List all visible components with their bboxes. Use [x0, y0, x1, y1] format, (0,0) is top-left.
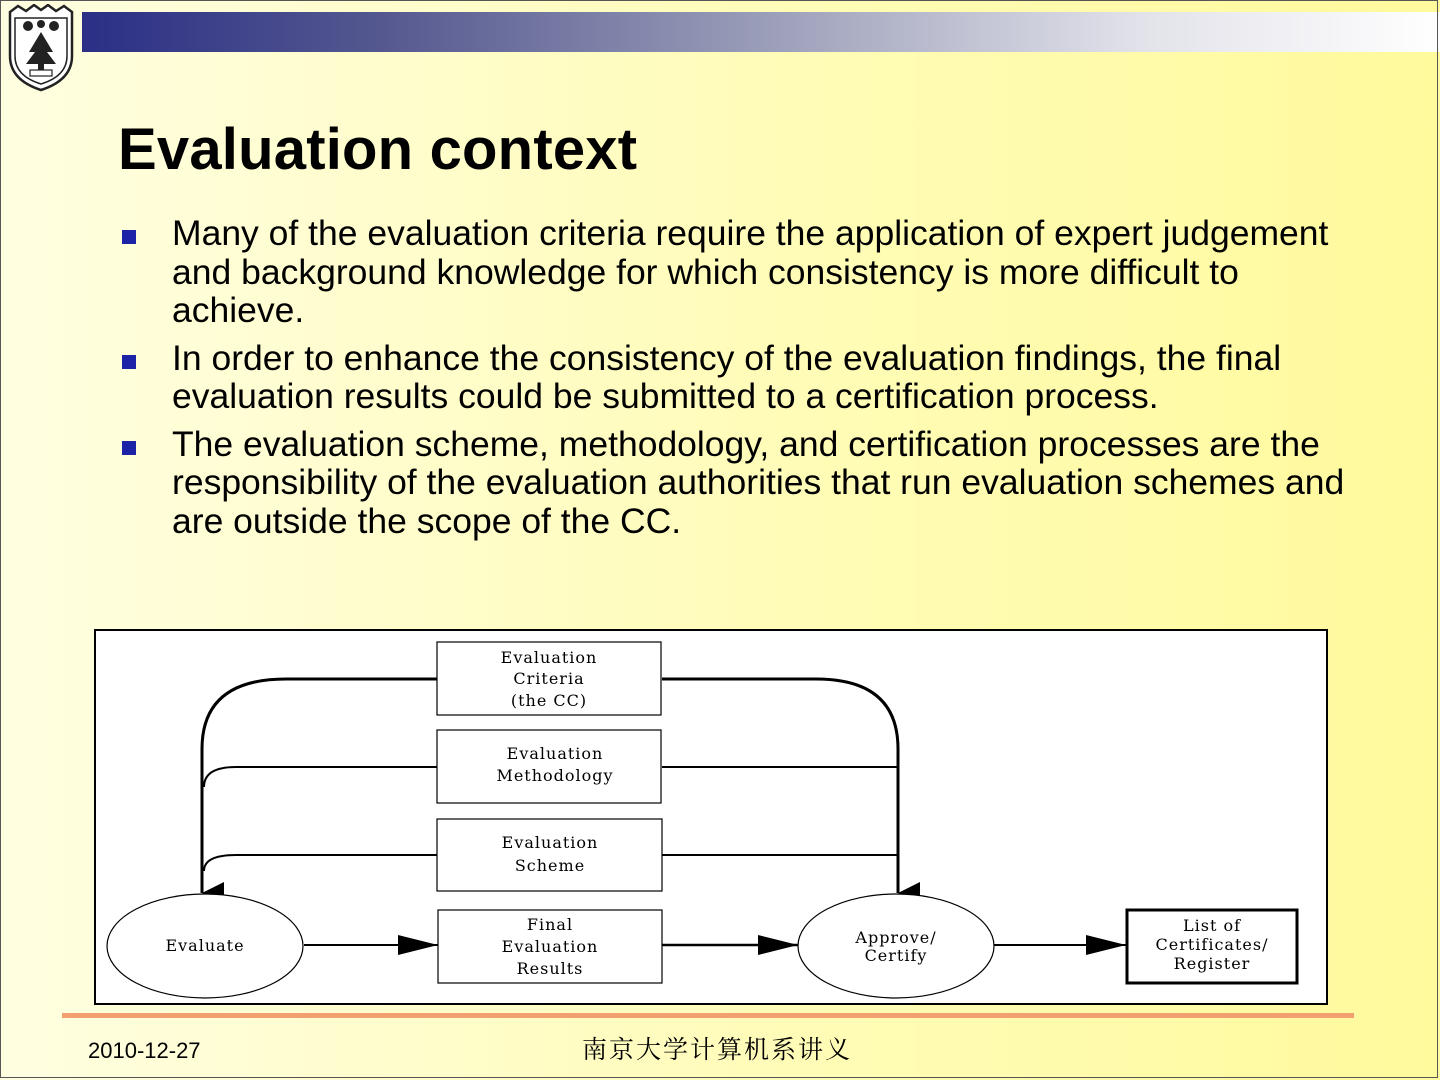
square-bullet-icon: [122, 355, 136, 369]
scheme-line-1: Evaluation: [501, 833, 599, 852]
bullet-text: In order to enhance the consistency of the evaluation findings, the final evaluation results could be submitted to a certification process.: [172, 337, 1282, 416]
evaluate-node: [107, 894, 303, 998]
bullet-list: [118, 214, 1378, 549]
register-box: [1127, 910, 1297, 983]
results-line-2: Evaluation: [501, 937, 599, 956]
register-line-1: List of: [1182, 916, 1242, 935]
criteria-box: [437, 642, 661, 715]
methodology-box: [437, 730, 661, 803]
evaluate-label: Evaluate: [165, 936, 245, 955]
methodology-line-2: Methodology: [496, 766, 614, 785]
square-bullet-icon: [122, 441, 136, 455]
results-box: [438, 910, 662, 983]
bullet-item: [118, 425, 1378, 541]
approve-certify-node: [798, 894, 994, 998]
criteria-line-3: (the CC): [510, 691, 588, 710]
scheme-box: [437, 819, 662, 891]
bullet-item: [118, 339, 1378, 416]
flow-connectors: [202, 679, 1126, 945]
footer-date: 2010-12-27: [88, 1038, 201, 1063]
criteria-line-1: Evaluation: [500, 648, 598, 667]
footer-course-label: 南京大学计算机系讲义: [582, 1035, 853, 1064]
evaluation-context-diagram: [94, 629, 1328, 1005]
results-line-3: Results: [516, 959, 584, 978]
university-logo: [4, 4, 78, 92]
criteria-line-2: Criteria: [513, 669, 585, 688]
methodology-line-1: Evaluation: [506, 744, 604, 763]
bullet-text: The evaluation scheme, methodology, and certification processes are the responsibility of the evaluation authorities that run evaluation schemes and are outside the scope of the CC.: [172, 423, 1345, 541]
approve-line-1: Approve/: [855, 928, 937, 947]
square-bullet-icon: [122, 230, 136, 244]
footer-divider: [62, 1013, 1354, 1018]
header-gradient-bar: [82, 12, 1440, 52]
scheme-line-2: Scheme: [514, 856, 586, 875]
approve-line-2: Certify: [864, 946, 928, 965]
results-line-1: Final: [526, 915, 574, 934]
bullet-text: Many of the evaluation criteria require the application of expert judgement and background knowledge for which consistency is more difficult to achieve.: [172, 213, 1329, 330]
bullet-item: [118, 214, 1378, 330]
register-line-3: Register: [1173, 954, 1251, 973]
register-line-2: Certificates/: [1155, 935, 1269, 954]
slide-title: Evaluation context: [118, 117, 638, 182]
